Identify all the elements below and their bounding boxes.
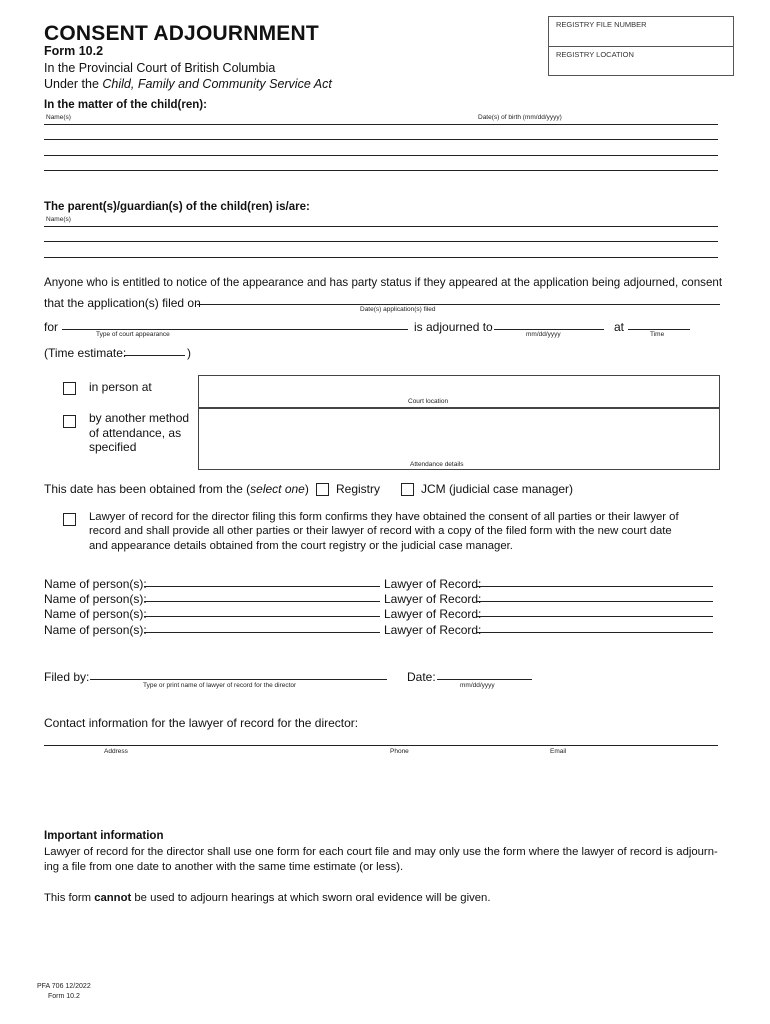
date-source-line (44, 482, 309, 496)
email-caption: Email (550, 748, 567, 755)
other-method-line-2: of attendance, as (89, 426, 182, 440)
children-line-4[interactable] (44, 170, 718, 171)
children-line-2[interactable] (44, 139, 718, 140)
court-location-field[interactable] (198, 375, 720, 408)
lawyer-field-3[interactable] (476, 616, 713, 617)
select-one-text: select one (250, 482, 305, 496)
person-name-field-3[interactable] (144, 616, 380, 617)
cannot-suffix: be used to adjourn hearings at which sworn oral evidence will be given. (134, 892, 491, 904)
adjourned-date-field[interactable] (494, 329, 604, 330)
filed-date-label: Date: (407, 670, 436, 684)
footer-form: Form 10.2 (48, 993, 80, 1000)
lawyer-confirmation-line-1: Lawyer of record for the director filing this form confirms they have obtained the consent of all parties or their lawyer of (89, 511, 679, 523)
person-name-label-4: Name of person(s): (44, 623, 147, 637)
jcm-checkbox[interactable] (401, 483, 414, 496)
time-estimate-field[interactable] (124, 355, 185, 356)
contact-heading: Contact information for the lawyer of record for the director: (44, 716, 359, 730)
lawyer-confirmation-checkbox[interactable] (63, 513, 76, 526)
date-source-prefix: This date has been obtained from the (44, 482, 243, 496)
form-title: CONSENT ADJOURNMENT (44, 22, 319, 45)
parents-names-label: Name(s) (46, 216, 71, 223)
lawyer-confirmation-line-2: record and shall provide all other parties or their lawyer of record with a copy of the filed form with the new court date (89, 525, 672, 537)
registry-option-label: Registry (336, 482, 381, 496)
adjourned-to-text: is adjourned to (414, 320, 493, 334)
parents-line-3[interactable] (44, 257, 718, 258)
person-name-label-2: Name of person(s): (44, 592, 147, 606)
act-line (44, 77, 332, 91)
jcm-option-label: JCM (judicial case manager) (421, 482, 574, 496)
adjourned-date-caption: mm/dd/yyyy (526, 331, 561, 338)
phone-caption: Phone (390, 748, 409, 755)
form-number: Form 10.2 (44, 44, 104, 58)
parents-line-2[interactable] (44, 241, 718, 242)
children-dob-label: Date(s) of birth (mm/dd/yyyy) (478, 114, 562, 121)
appearance-type-caption: Type of court appearance (96, 331, 170, 338)
lawyer-field-2[interactable] (476, 601, 713, 602)
important-para-line-1: Lawyer of record for the director shall use one form for each court file and may only use the form where the lawyer of record is adjourn- (44, 846, 718, 858)
person-name-field-4[interactable] (144, 632, 380, 633)
filed-date-field[interactable] (437, 679, 532, 680)
consent-paragraph: Anyone who is entitled to notice of the appearance and has party status if they appeared at the application being adjourned, consent (44, 276, 723, 289)
act-prefix: Under the (44, 77, 99, 91)
filed-on-field[interactable] (197, 304, 720, 305)
lawyer-field-4[interactable] (476, 632, 713, 633)
time-estimate-close: ) (187, 346, 191, 360)
court-name: In the Provincial Court of British Columbia (44, 61, 276, 75)
cannot-line (44, 892, 490, 904)
address-caption: Address (104, 748, 128, 755)
filed-by-field[interactable] (90, 679, 387, 680)
filed-on-caption: Date(s) application(s) filed (360, 306, 436, 313)
footer-code: PFA 706 12/2022 (37, 983, 91, 990)
children-line-3[interactable] (44, 155, 718, 156)
cannot-prefix: This form (44, 892, 92, 904)
registry-checkbox[interactable] (316, 483, 329, 496)
cannot-bold: cannot (94, 892, 132, 904)
other-method-checkbox[interactable] (63, 415, 76, 428)
parents-line-1[interactable] (44, 226, 718, 227)
other-method-line-3: specified (89, 440, 137, 454)
person-name-field-1[interactable] (144, 586, 380, 587)
filed-date-caption: mm/dd/yyyy (460, 682, 495, 689)
registry-location-label: REGISTRY LOCATION (556, 50, 634, 59)
attendance-details-caption: Attendance details (410, 461, 464, 468)
lawyer-field-1[interactable] (476, 586, 713, 587)
registry-file-number-field[interactable] (549, 17, 733, 46)
other-method-line-1: by another method (89, 411, 190, 425)
appearance-type-field[interactable] (62, 329, 408, 330)
registry-location-field[interactable] (549, 46, 733, 76)
date-source-close-paren: ) (304, 482, 309, 496)
children-line-1[interactable] (44, 124, 718, 125)
person-name-label-1: Name of person(s): (44, 577, 147, 591)
court-location-caption: Court location (408, 398, 449, 405)
adjourned-time-caption: Time (650, 331, 665, 338)
in-person-checkbox[interactable] (63, 382, 76, 395)
lawyer-label-2: Lawyer of Record: (384, 592, 482, 606)
time-estimate-label: (Time estimate: (44, 346, 127, 360)
important-para-line-2: ing a file from one date to another with the same time estimate (or less). (44, 861, 404, 873)
children-names-label: Name(s) (46, 114, 71, 121)
lawyer-label-4: Lawyer of Record: (384, 623, 482, 637)
in-person-label: in person at (89, 380, 152, 394)
lawyer-label-3: Lawyer of Record: (384, 607, 482, 621)
contact-field[interactable] (44, 745, 718, 746)
adjourned-time-field[interactable] (628, 329, 690, 330)
person-name-field-2[interactable] (144, 601, 380, 602)
filed-on-text: that the application(s) filed on (44, 296, 201, 310)
act-name: Child, Family and Community Service Act (102, 77, 332, 91)
parents-heading: The parent(s)/guardian(s) of the child(ren) is/are: (44, 201, 310, 213)
lawyer-confirmation-line-3: and appearance details obtained from the court registry or the judicial case manager. (89, 540, 513, 552)
person-name-label-3: Name of person(s): (44, 607, 147, 621)
filed-by-caption: Type or print name of lawyer of record for the director (143, 682, 297, 689)
lawyer-label-1: Lawyer of Record: (384, 577, 482, 591)
at-text: at (614, 320, 625, 334)
filed-by-label: Filed by: (44, 670, 90, 684)
for-text: for (44, 320, 59, 334)
date-source-open-paren: ( (246, 482, 251, 496)
registry-box (548, 16, 734, 76)
children-heading: In the matter of the child(ren): (44, 99, 207, 111)
important-heading: Important information (44, 830, 164, 842)
registry-file-number-label: REGISTRY FILE NUMBER (556, 20, 647, 29)
